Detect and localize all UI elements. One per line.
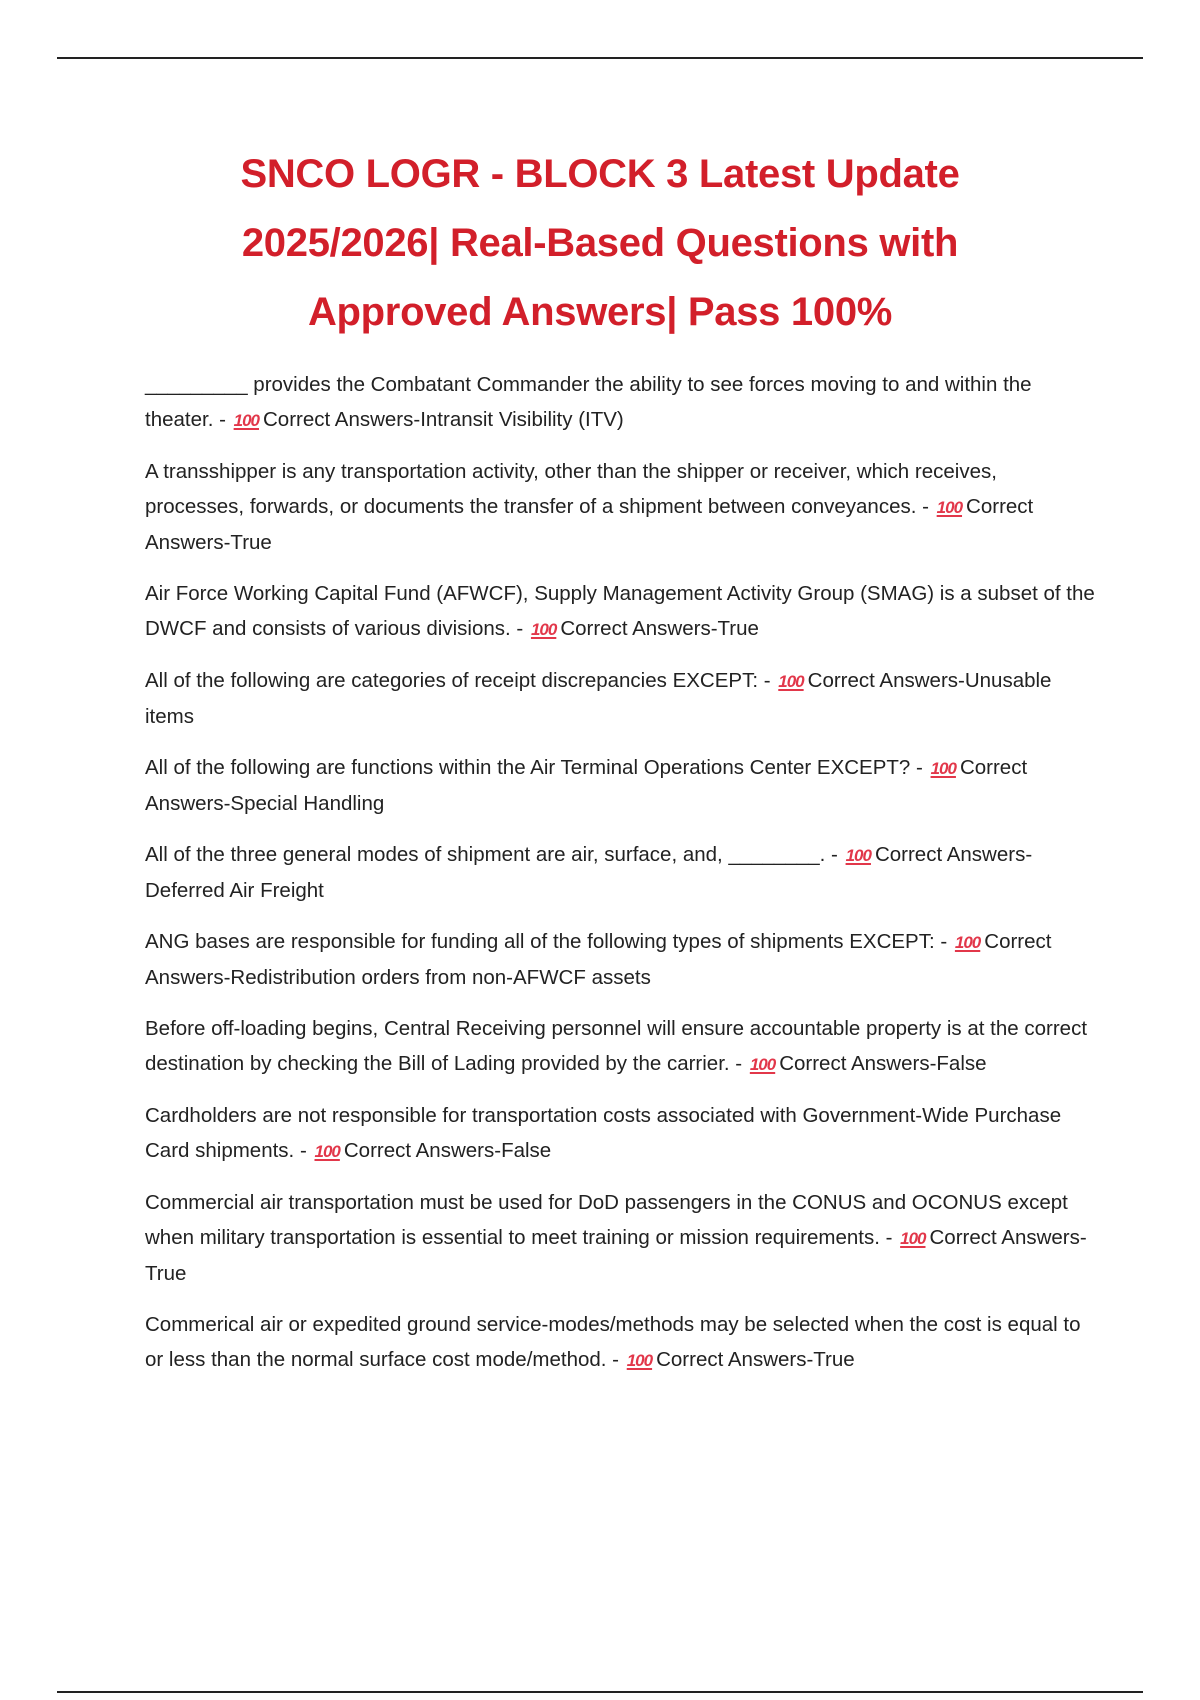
bottom-divider	[57, 1691, 1143, 1693]
qa-item	[145, 663, 1095, 734]
title-line-1: SNCO LOGR - BLOCK 3 Latest Update	[240, 152, 960, 196]
hundred-points-icon: 100	[233, 411, 259, 430]
qa-item	[145, 367, 1095, 438]
hundred-points-icon: 100	[936, 498, 963, 517]
hundred-points-icon: 100	[845, 846, 871, 865]
qa-item	[145, 837, 1095, 908]
answer-text: Correct Answers-Unusable items	[145, 669, 1052, 728]
question-text: Commerical air or expedited ground service-modes/methods may be selected when the cost is equal to or less than the normal surface cost mode/method. -	[145, 1313, 1081, 1371]
qa-item	[145, 1011, 1095, 1082]
question-text: All of the three general modes of shipment are air, surface, and, ________. -	[145, 843, 838, 866]
question-text: Air Force Working Capital Fund (AFWCF), Supply Management Activity Group (SMAG) is a subset of the DWCF and consists of various divisions. -	[145, 582, 1095, 640]
qa-item	[145, 454, 1095, 560]
question-text: Before off-loading begins, Central Receiving personnel will ensure accountable property is at the correct destination by checking the Bill of Lading provided by the carrier. -	[145, 1017, 1088, 1075]
hundred-points-icon: 100	[930, 759, 956, 778]
qa-item	[145, 576, 1095, 647]
question-text: Commercial air transportation must be used for DoD passengers in the CONUS and OCONUS except when military transportation is essential to meet training or mission requirements. -	[145, 1191, 1068, 1249]
question-text: All of the following are categories of receipt discrepancies EXCEPT: -	[145, 669, 771, 692]
answer-text: Correct Answers-True	[145, 495, 1034, 554]
qa-item	[145, 924, 1095, 995]
answer-text: Correct Answers-Intransit Visibility (ITV)	[263, 408, 624, 431]
answer-text: Correct Answers-False	[779, 1052, 987, 1075]
question-text: ANG bases are responsible for funding all of the following types of shipments EXCEPT: -	[145, 930, 948, 953]
answer-text: Correct Answers-True	[656, 1348, 855, 1371]
question-text: Cardholders are not responsible for transportation costs associated with Government-Wide Purchase Card shipments. -	[145, 1104, 1062, 1162]
qa-list	[145, 367, 1095, 1394]
qa-item	[145, 750, 1095, 821]
hundred-points-icon: 100	[626, 1351, 653, 1370]
answer-text: Correct Answers-Redistribution orders from non-AFWCF assets	[145, 930, 1052, 989]
hundred-points-icon: 100	[314, 1142, 340, 1161]
question-text: _________ provides the Combatant Commander the ability to see forces moving to and within the theater. -	[145, 373, 1032, 431]
top-divider	[57, 57, 1143, 59]
hundred-points-icon: 100	[954, 933, 981, 952]
hundred-points-icon: 100	[749, 1055, 776, 1074]
answer-text: Correct Answers-False	[343, 1139, 552, 1162]
title-line-2: 2025/2026| Real-Based Questions with	[241, 221, 959, 265]
answer-text: Correct Answers-Deferred Air Freight	[145, 843, 1033, 902]
qa-item	[145, 1098, 1095, 1169]
answer-text: Correct Answers-Special Handling	[145, 756, 1028, 815]
qa-item	[145, 1185, 1095, 1291]
answer-text: Correct Answers-True	[560, 617, 759, 640]
title-line-3: Approved Answers| Pass 100%	[307, 290, 893, 334]
question-text: A transshipper is any transportation activity, other than the shipper or receiver, which receives, processes, forwards, or documents the transfer of a shipment between conveyances. -	[145, 460, 997, 518]
answer-text: Correct Answers-True	[145, 1226, 1087, 1285]
hundred-points-icon: 100	[530, 620, 557, 639]
document-title	[150, 140, 1050, 347]
question-text: All of the following are functions within the Air Terminal Operations Center EXCEPT? -	[145, 756, 923, 779]
hundred-points-icon: 100	[778, 672, 804, 691]
qa-item	[145, 1307, 1095, 1378]
hundred-points-icon: 100	[900, 1229, 926, 1248]
